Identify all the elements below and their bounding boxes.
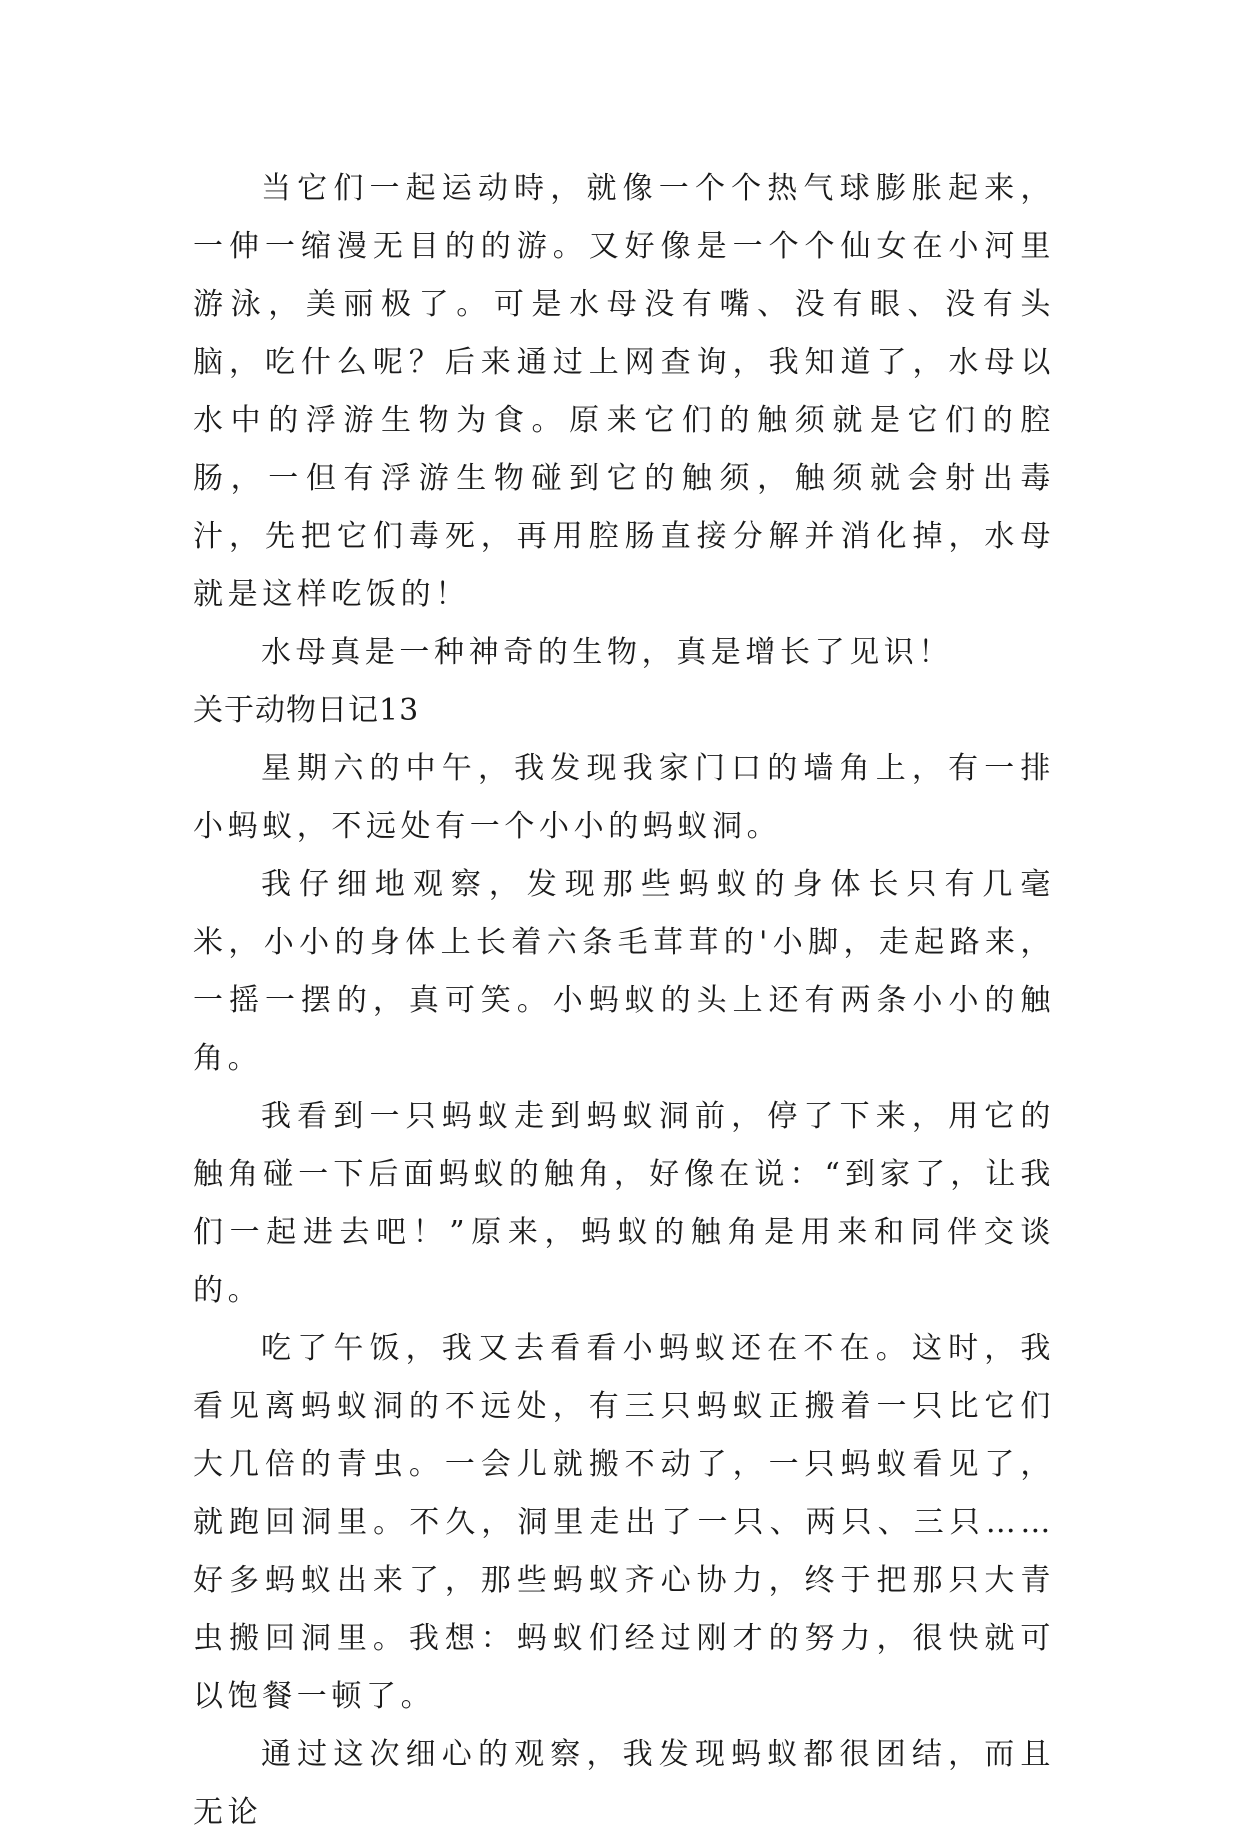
document-page: [193, 160, 1055, 1842]
paragraph-jellyfish-eating: 当它们一起运动時，就像一个个热气球膨胀起来，一伸一缩漫无目的的游。又好像是一个个仙女在小河里游泳，美丽极了。可是水母没有嘴、没有眼、没有头脑，吃什么呢？后来通过上网查询，我知道了，水母以水中的浮游生物为食。原来它们的触须就是它们的腔肠，一但有浮游生物碰到它的触须，触须就会射出毒汁，先把它们毒死，再用腔肠直接分解并消化掉，水母就是这样吃饭的！: [193, 171, 1055, 612]
paragraph-ants-observation: 我仔细地观察，发现那些蚂蚁的身体长只有几毫米，小小的身体上长着六条毛茸茸的'小脚，走起路来，一摇一摆的，真可笑。小蚂蚁的头上还有两条小小的触角。: [193, 867, 1055, 1076]
paragraph-ants-intro: 星期六的中午，我发现我家门口的墙角上，有一排小蚂蚁，不远处有一个小小的蚂蚁洞。: [193, 751, 1055, 844]
section-heading: 关于动物日记13: [193, 693, 420, 728]
paragraph-jellyfish-conclusion: 水母真是一种神奇的生物，真是增长了见识！: [261, 635, 953, 670]
paragraph-ants-antennae: 我看到一只蚂蚁走到蚂蚁洞前，停了下来，用它的触角碰一下后面蚂蚁的触角，好像在说：“到家了，让我们一起进去吧！”原来，蚂蚁的触角是用来和同伴交谈的。: [193, 1099, 1055, 1308]
paragraph-ants-conclusion: 通过这次细心的观察，我发现蚂蚁都很团结，而且无论: [193, 1737, 1055, 1830]
paragraph-ants-caterpillar: 吃了午饭，我又去看看小蚂蚁还在不在。这时，我看见离蚂蚁洞的不远处，有三只蚂蚁正搬着一只比它们大几倍的青虫。一会儿就搬不动了，一只蚂蚁看见了，就跑回洞里。不久，洞里走出了一只、两只、三只……好多蚂蚁出来了，那些蚂蚁齐心协力，终于把那只大青虫搬回洞里。我想：蚂蚁们经过刚才的努力，很快就可以饱餐一顿了。: [193, 1331, 1055, 1714]
